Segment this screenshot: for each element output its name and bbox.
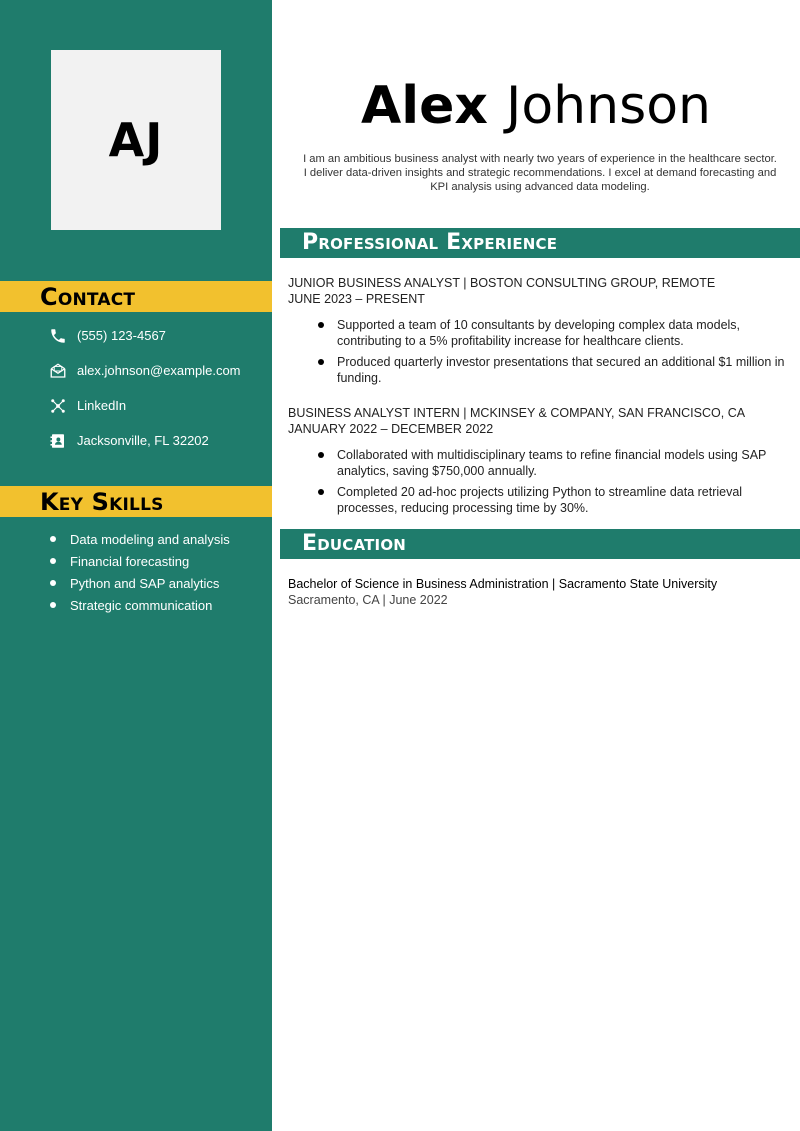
education-entry — [288, 576, 788, 608]
first-name: Alex — [361, 76, 488, 136]
experience-heading: Professional Experience — [302, 230, 558, 255]
address-icon — [48, 431, 68, 451]
job-entry — [288, 405, 788, 521]
job-entry — [288, 275, 788, 391]
contact-phone-text[interactable]: (555) 123-4567 — [77, 328, 166, 343]
contact-heading-band — [0, 281, 272, 312]
education-heading: Education — [302, 531, 407, 556]
bullet-icon — [50, 602, 56, 608]
skills-list — [50, 528, 265, 616]
contact-address — [48, 423, 268, 458]
list-item: Collaborated with multidisciplinary teams to refine financial models using SAP analytics, saving $750,000 annually. — [317, 447, 788, 479]
job-dates: JUNE 2023 – PRESENT — [288, 292, 425, 306]
list-item: Supported a team of 10 consultants by developing complex data models, contributing to a 5% profitability increase for healthcare clients. — [317, 317, 788, 349]
education-heading-band — [280, 529, 800, 559]
email-icon — [48, 361, 68, 381]
list-item: Produced quarterly investor presentations that secured an additional $1 million in funding. — [317, 354, 788, 386]
sidebar — [0, 0, 272, 1131]
last-name: Johnson — [506, 76, 711, 136]
list-item: Financial forecasting — [50, 550, 265, 572]
experience-heading-band — [280, 228, 800, 258]
monogram-text: AJ — [108, 113, 164, 167]
job-dates: JANUARY 2022 – DECEMBER 2022 — [288, 422, 494, 436]
education-detail: Sacramento, CA | June 2022 — [288, 593, 448, 607]
contact-list — [48, 318, 268, 458]
job-title: BUSINESS ANALYST INTERN | MCKINSEY & COMPANY, SAN FRANCISCO, CA — [288, 406, 746, 420]
summary-text: I am an ambitious business analyst with nearly two years of experience in the healthcare sector. I deliver data-driven insights and strategic recommendations. I excel at demand forecasting and KPI analysis using advanced data modeling. — [303, 153, 777, 194]
main-content — [272, 0, 800, 1131]
contact-email-text[interactable]: alex.johnson@example.com — [77, 363, 241, 378]
list-item: Python and SAP analytics — [50, 572, 265, 594]
contact-phone — [48, 318, 268, 353]
contact-linkedin — [48, 388, 268, 423]
contact-email — [48, 353, 268, 388]
list-item: Data modeling and analysis — [50, 528, 265, 550]
job-title: JUNIOR BUSINESS ANALYST | BOSTON CONSULTING GROUP, REMOTE — [288, 276, 716, 290]
phone-icon — [48, 326, 68, 346]
contact-address-text: Jacksonville, FL 32202 — [77, 433, 209, 448]
job-bullets — [288, 317, 788, 386]
skills-heading-band — [0, 486, 272, 517]
contact-heading: Contact — [40, 282, 136, 311]
page-title — [272, 78, 800, 135]
bullet-icon — [50, 536, 56, 542]
bullet-icon — [50, 558, 56, 564]
contact-linkedin-text[interactable]: LinkedIn — [77, 398, 127, 413]
linkedin-icon — [48, 396, 68, 416]
list-item: Strategic communication — [50, 594, 265, 616]
list-item: Completed 20 ad-hoc projects utilizing Python to streamline data retrieval processes, reducing processing time by 30%. — [317, 484, 788, 516]
job-bullets — [288, 447, 788, 516]
bullet-icon — [50, 580, 56, 586]
degree-line: Bachelor of Science in Business Administration | Sacramento State University — [288, 577, 718, 591]
monogram-box — [51, 50, 221, 230]
skills-heading: Key Skills — [40, 487, 164, 516]
